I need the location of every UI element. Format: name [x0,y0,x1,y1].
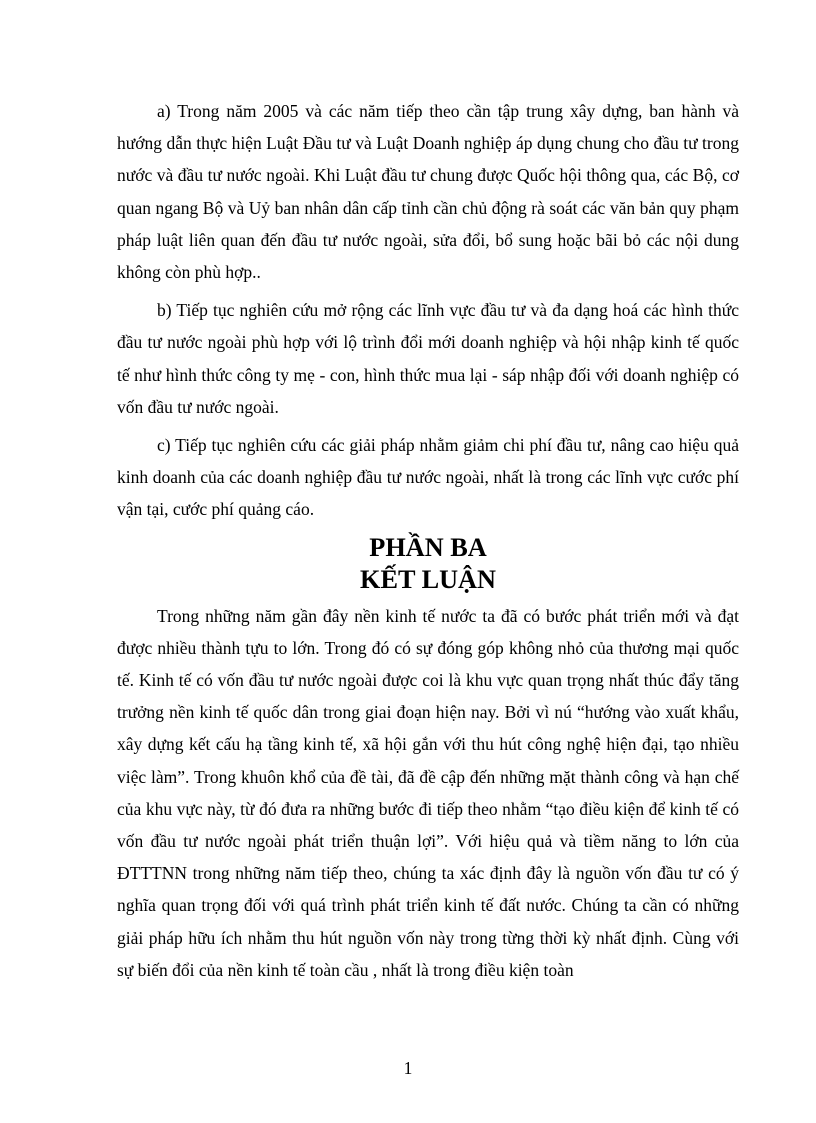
paragraph-c: c) Tiếp tục nghiên cứu các giải pháp nhằm giảm chi phí đầu tư, nâng cao hiệu quả kinh doanh của các doanh nghiệp đầu tư nước ngoài, nhất là trong các lĩnh vực cước phí vận tại, cước phí quảng cáo. [117,435,739,520]
conclusion-paragraph: Trong những năm gần đây nền kinh tế nước ta đã có bước phát triển mới và đạt được nhiều thành tựu to lớn. Trong đó có sự đóng góp không nhỏ của thương mại quốc tế. Kinh tế có vốn đầu tư nước ngoài được coi là khu vực quan trọng nhất thúc đẩy tăng trưởng nền kinh tế quốc dân trong giai đoạn hiện nay. Bởi vì nú “hướng vào xuất khẩu, xây dựng kết cấu hạ tầng kinh tế, xã hội gắn với thu hút công nghệ hiện đại, tạo nhiều việc làm”. Trong khuôn khổ của đề tài, đã đề cập đến những mặt thành công và hạn chế của khu vực này, từ đó đưa ra những bước đi tiếp theo nhằm “tạo điều kiện để kinh tế có vốn đầu tư nước ngoài phát triển thuận lợi”. Với hiệu quả và tiềm năng to lớn của ĐTTTNN trong những năm tiếp theo, chúng ta xác định đây là nguồn vốn đầu tư có ý nghĩa quan trọng đối với quá trình phát triển kinh tế đất nước. Chúng ta cần có những giải pháp hữu ích nhằm thu hút nguồn vốn này trong từng thời kỳ nhất định. Cùng với sự biến đổi của nền kinh tế toàn cầu , nhất là trong điều kiện toàn [117,605,739,980]
page-number: 1 [403,1058,413,1078]
paragraph-b: b) Tiếp tục nghiên cứu mở rộng các lĩnh vực đầu tư và đa dạng hoá các hình thức đầu tư nước ngoài phù hợp với lộ trình đổi mới doanh nghiệp và hội nhập kinh tế quốc tế như hình thức công ty mẹ - con, hình thức mua lại - sáp nhập đối với doanh nghiệp có vốn đầu tư nước ngoài. [117,300,739,417]
paragraph-a: a) Trong năm 2005 và các năm tiếp theo cần tập trung xây dựng, ban hành và hướng dẫn thực hiện Luật Đầu tư và Luật Doanh nghiệp áp dụng chung cho đầu tư trong nước và đầu tư nước ngoài. Khi Luật đầu tư chung được Quốc hội thông qua, các Bộ, cơ quan ngang Bộ và Uỷ ban nhân dân cấp tỉnh cần chủ động rà soát các văn bản quy phạm pháp luật liên quan đến đầu tư nước ngoài, sửa đổi, bổ sung hoặc bãi bỏ các nội dung không còn phù hợp.. [117,101,739,283]
part-heading: PHẦN BA [369,532,487,562]
page-content [117,95,739,992]
section-title: KẾT LUẬN [360,564,496,594]
